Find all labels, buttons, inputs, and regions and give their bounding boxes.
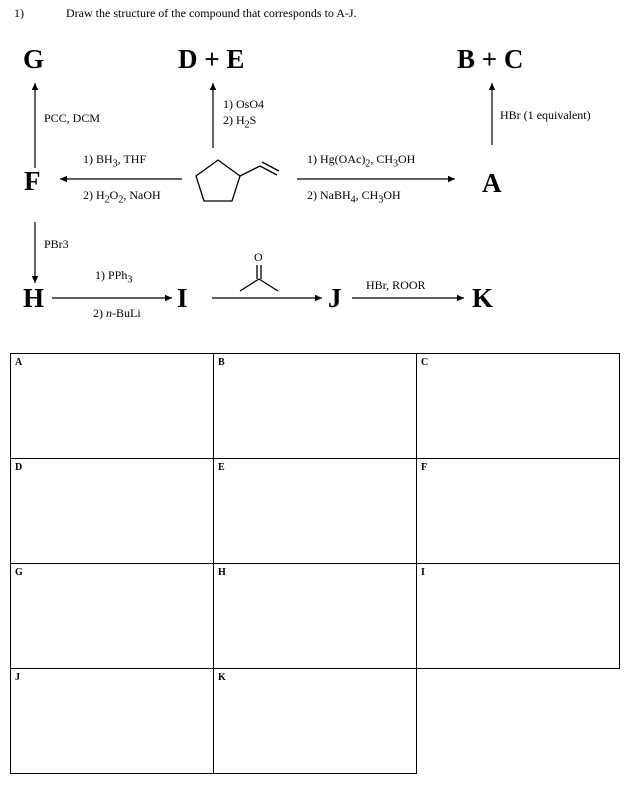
answer-cell-label: C: [421, 357, 429, 368]
answer-cell-blank: [417, 669, 620, 774]
reaction-scheme: [0, 0, 636, 345]
reagent-pcc-dcm: PCC, DCM: [44, 111, 101, 125]
vinylcyclopentane-structure: [196, 160, 279, 201]
acetone-structure: [240, 265, 278, 291]
reagent-bh3-thf: 1) $BH_3$, THF: [83, 152, 147, 170]
answer-cell-a[interactable]: [11, 354, 214, 459]
answer-cell-c[interactable]: [417, 354, 620, 459]
answer-cell-g[interactable]: [11, 564, 214, 669]
label-b-plus-c: B + C: [457, 44, 524, 74]
answer-cell-label: F: [421, 462, 428, 473]
answer-cell-label: K: [218, 672, 226, 683]
label-f: F: [24, 166, 41, 196]
answer-cell-f[interactable]: [417, 459, 620, 564]
answer-cell-label: J: [15, 672, 20, 683]
answer-cell-d[interactable]: [11, 459, 214, 564]
acetone-oxygen-label: O: [254, 250, 263, 264]
reagent-h2s: 2) $H_2S$: [223, 113, 257, 131]
reagent-nabh4: 2) NaBH$_4$, $CH_3OH$: [307, 188, 401, 206]
label-j: J: [328, 283, 342, 313]
answer-cell-label: E: [218, 462, 225, 473]
label-k: K: [472, 283, 494, 313]
answer-cell-e[interactable]: [214, 459, 417, 564]
label-a: A: [482, 168, 502, 198]
answer-cell-label: H: [218, 567, 226, 578]
question-text: Draw the structure of the compound that corresponds to A-J.: [66, 6, 357, 20]
answer-cell-b[interactable]: [214, 354, 417, 459]
answer-cell-j[interactable]: [11, 669, 214, 774]
reagent-hg-oac: 1) $Hg(OAc)_2$, $CH_3OH$: [307, 152, 416, 170]
label-d-plus-e: D + E: [178, 44, 245, 74]
answer-cell-k[interactable]: [214, 669, 417, 774]
answer-cell-label: D: [15, 462, 23, 473]
label-i: I: [177, 283, 188, 313]
answer-cell-i[interactable]: [417, 564, 620, 669]
question-number: 1): [14, 6, 24, 20]
label-g: G: [23, 44, 45, 74]
answer-cell-h[interactable]: [214, 564, 417, 669]
answer-grid: [10, 353, 620, 774]
label-h: H: [23, 283, 45, 313]
answer-cell-label: B: [218, 357, 225, 368]
reagent-hbr-roor: HBr, ROOR: [366, 278, 426, 292]
reagent-hbr-1-equiv: HBr (1 equivalent): [500, 108, 591, 122]
reagent-h2o2-naoh: 2) $H_2O_2$, NaOH: [83, 188, 161, 206]
reagent-oso4: 1) OsO4: [223, 97, 264, 111]
reagent-pbr3: PBr3: [44, 237, 69, 251]
answer-cell-label: A: [15, 357, 23, 368]
reagent-pph3: 1) PPh$_3$: [95, 268, 133, 286]
answer-cell-label: I: [421, 567, 425, 578]
reagent-n-buli: 2) n-BuLi: [93, 306, 141, 320]
answer-cell-label: G: [15, 567, 23, 578]
